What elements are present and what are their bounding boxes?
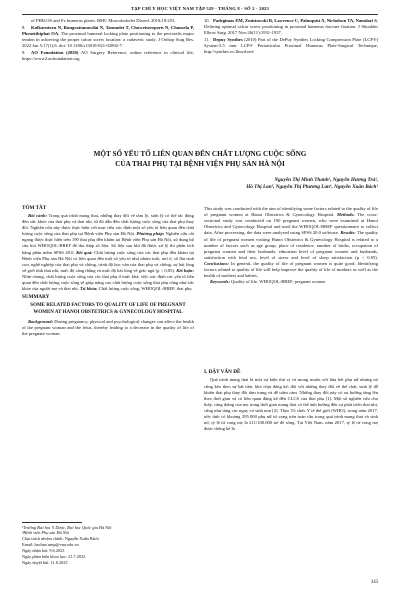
article-title-line-1: MỘT SỐ YẾU TỐ LIÊN QUAN ĐẾN CHẤT LƯỢNG CUỘC SỐNG: [93, 150, 307, 158]
footnotes: [22, 522, 194, 566]
reference-text: of PHILOS and Fx humerus plates. BMC Musculoskelet Disord. 2018;19:253.: [31, 18, 176, 23]
summary-continued: This study was conducted with the aim of identifying some factors related to the quality of life of pregnant women at Hanoi Obstetrics & Gynecology Hospital. Methods: The cross-sectional study was conducted on 190 pregnant women, who were examined at Hanoi Obstetrics and Gynecology Hospital and used the WHOQOL-BREF questionnaire to collect data. After processing, the data were analyzed using SPSS 20.0 software. Results: The quality of life of pregnant women visiting Hanoi Obstetrics & Gynecology Hospital is related to a number of factors such as age group, place of residence, number of births, occupation of pregnant women and their husbands, education level of pregnant women and husbands, satisfaction with fetal sex, level of stress and level of sleep satisfaction (p < 0.05). Conclusions: In general, the quality of life of pregnant women is quite good; Identifying factors related to quality of life will help improve the quality of life of mothers as well as the health of mothers and babies.: [204, 206, 378, 279]
footnote-accepted: Ngày duyệt bài: 11.8.2023: [22, 560, 68, 566]
references-left: [22, 18, 194, 63]
footnote-affiliation-1: ¹Trường Đại học Y Dược, Đại học Quốc gia Hà Nội: [22, 524, 112, 530]
summary-paragraph: Background: During pregnancy, physical and psychological changes can affect the health of the pregnant woman and the fetus, thereby leading to a decrease in the quality of life of the pregnant woman.: [22, 318, 194, 336]
abstract-right-column: [204, 206, 378, 285]
journal-header: TẠP CHÍ Y HỌC VIỆT NAM TẬP 529 - THÁNG 8 - SỐ 2 - 2023: [130, 6, 270, 11]
reference-9: 9. AO Foundation (2020) AO Surgery Reference, online reference in clinical life, https://www2.aofoundation.org: [22, 49, 194, 61]
abstract-left-column: [22, 205, 194, 337]
page-number: 343: [370, 580, 378, 585]
author-line-2: Hồ Thị Lan¹, Nguyễn Thị Phương Lan¹, Nguyễn Xuân Bách¹: [246, 184, 378, 191]
references-right: [204, 18, 378, 56]
tomtat-paragraph: Bối cảnh: Trong quá trình mang thai, những thay đổi về tâm lý, sinh lý có thể tác động đến sức khỏe của thai phụ và thai nhi, từ đó dẫn đến chất lượng cuộc sống của thai phụ thay đổi. Nghiên cứu này được thực hiện với mục tiêu xác định một số yếu tố liên quan đến chất lượng cuộc sống của thai phụ tại Bệnh viện Phụ sản Hà Nội. Phương pháp: Nghiên cứu cắt ngang được thực hiện trên 190 thai phụ đến khám tại Bệnh viện Phụ sản Hà Nội, sử dụng bộ câu hỏi WHOQOL-BREF để thu thập số liệu. Số liệu sau khi đã được xử lý thì phân tích bằng phần mềm SPSS 20.0. Kết quả: Chất lượng cuộc sống của các thai phụ đến khám tại Bệnh viện Phụ sản Hà Nội có liên quan đến một số yếu tố như nhóm tuổi, nơi ở, số lần sinh con, nghề nghiệp của thai phụ và chồng, trình độ học vấn của thai phụ và chồng, sự hài lòng về giới tính thai nhi, mức độ căng thẳng và mức độ hài lòng về giấc ngủ (p < 0,05). Kết luận: Nhìn chung, chất lượng cuộc sống của các thai phụ ở mức khá; việc xác định các yếu tố liên quan đến chất lượng cuộc sống sẽ giúp nâng cao chất lượng cuộc sống thai phụ cũng như sức khỏe của người mẹ và thai nhi. Từ khóa: Chất lượng cuộc sống, WHOQOL-BREF, thai phụ: [22, 212, 195, 292]
reference-11: 11. Depuy Synthes (2010) Part of the DePuy Synthes Locking Compression Plate (LCP®) System-3.5 mm LCP® Periarticular Proximal Humerus Plate-Surgical Technique, http://synthes.vo.llnwd.net/: [204, 36, 378, 55]
footnote-corresponding: Chịu trách nhiệm chính: Nguyễn Xuân Bách: [22, 536, 99, 542]
reference-10: 10. Padegimas EM, Zmistowski B, Lawrence C, Palmquist A, Nicholson TA, Namdari S. Defining optimal calcar screw positioning in proximal humerus fracture fixation. J Shoulder Elbow Surg. 2017 Nov;26(11):1931-1937.: [204, 18, 379, 36]
reference-7-cont: [22, 18, 194, 24]
footnote-received: Ngày nhận bài: 9.6.2023: [22, 548, 65, 554]
footnote-reviewed: Ngày phản biện khoa học: 21.7.2023: [22, 554, 86, 560]
introduction-heading: I. ĐẶT VẤN ĐỀ: [204, 369, 241, 375]
summary-heading: SUMMARY: [22, 294, 50, 301]
author-list: [22, 177, 378, 192]
introduction-paragraph: Quá trình mang thai là một sự kiện thú vị và mong muốn với hầu hết phụ nữ nhưng nó cũng kéo theo sự bất tiện, khó chịu đáng kể; đối với những thay đổi về thể chất, sinh lý dễ khiến thai phụ thay đổi tâm trạng và dễ trầm cảm. Những thay đổi này có xu hướng tăng lên theo thời gian và có liên quan đáng kể đến CLCS của thai phụ [1]. Một số nghiên cứu cho thấy, căng thẳng của mẹ trong thời gian mang thai có thể ảnh hưởng đến sự phát triển thai nhi, cũng như tăng các nguy cơ sinh non [2]. Theo Tổ chức Y tế thế giới (WHO), trong năm 2017, ước tính có khoảng 295.000 phụ nữ tử vong trên toàn cầu trong quá trình mang thai và sinh nở, tỷ lệ tử vong mẹ là 211/100.000 trẻ đẻ sống. Tại Việt Nam, năm 2017, tỷ lệ tử vong mẹ được thống kê là: [204, 377, 378, 432]
keywords: Keywords: Quality of life, WHOQOL-BREF, pregnant women: [210, 279, 326, 285]
article-title: [22, 150, 378, 169]
header-rule: [22, 14, 378, 15]
footnote-email: Email: bachnx.ump@vnu.edu.vn: [22, 542, 79, 548]
tomtat-heading: TÓM TẮT: [22, 205, 47, 211]
summary-title: SOME RELATED FACTORS TO QUALITY OF LIFE OF PREGNANT WOMEN AT HANOI OBSTETRICS & GYNECOLOGY HOSPITAL: [30, 303, 186, 315]
footnote-affiliation-2: ²Bệnh viện Phụ sản Hà Nội: [22, 530, 69, 536]
reference-8: 8. Kulkarntorn N, Rungrattanawilai N, Tanundet T, Chuwetsereporn N, Chansela P, Phruetthiphat OA. The proximal humeral locking plate positioning to the pectoralis major tendon in achieving the proper calcar screw location: a cadaveric study. J Orthop Surg Res. 2022 Jan 5;17(1):6. doi: 10.1186/s13018-021-02892-7.: [22, 24, 194, 49]
introduction-section: [204, 369, 378, 432]
article-title-line-2: CỦA THAI PHỤ TẠI BỆNH VIỆN PHỤ SẢN HÀ NỘI: [115, 159, 285, 168]
footnote-rule: [22, 522, 82, 523]
author-line-1: Nguyễn Thị Minh Thanh¹, Nguyễn Hương Trà²,: [274, 177, 378, 183]
